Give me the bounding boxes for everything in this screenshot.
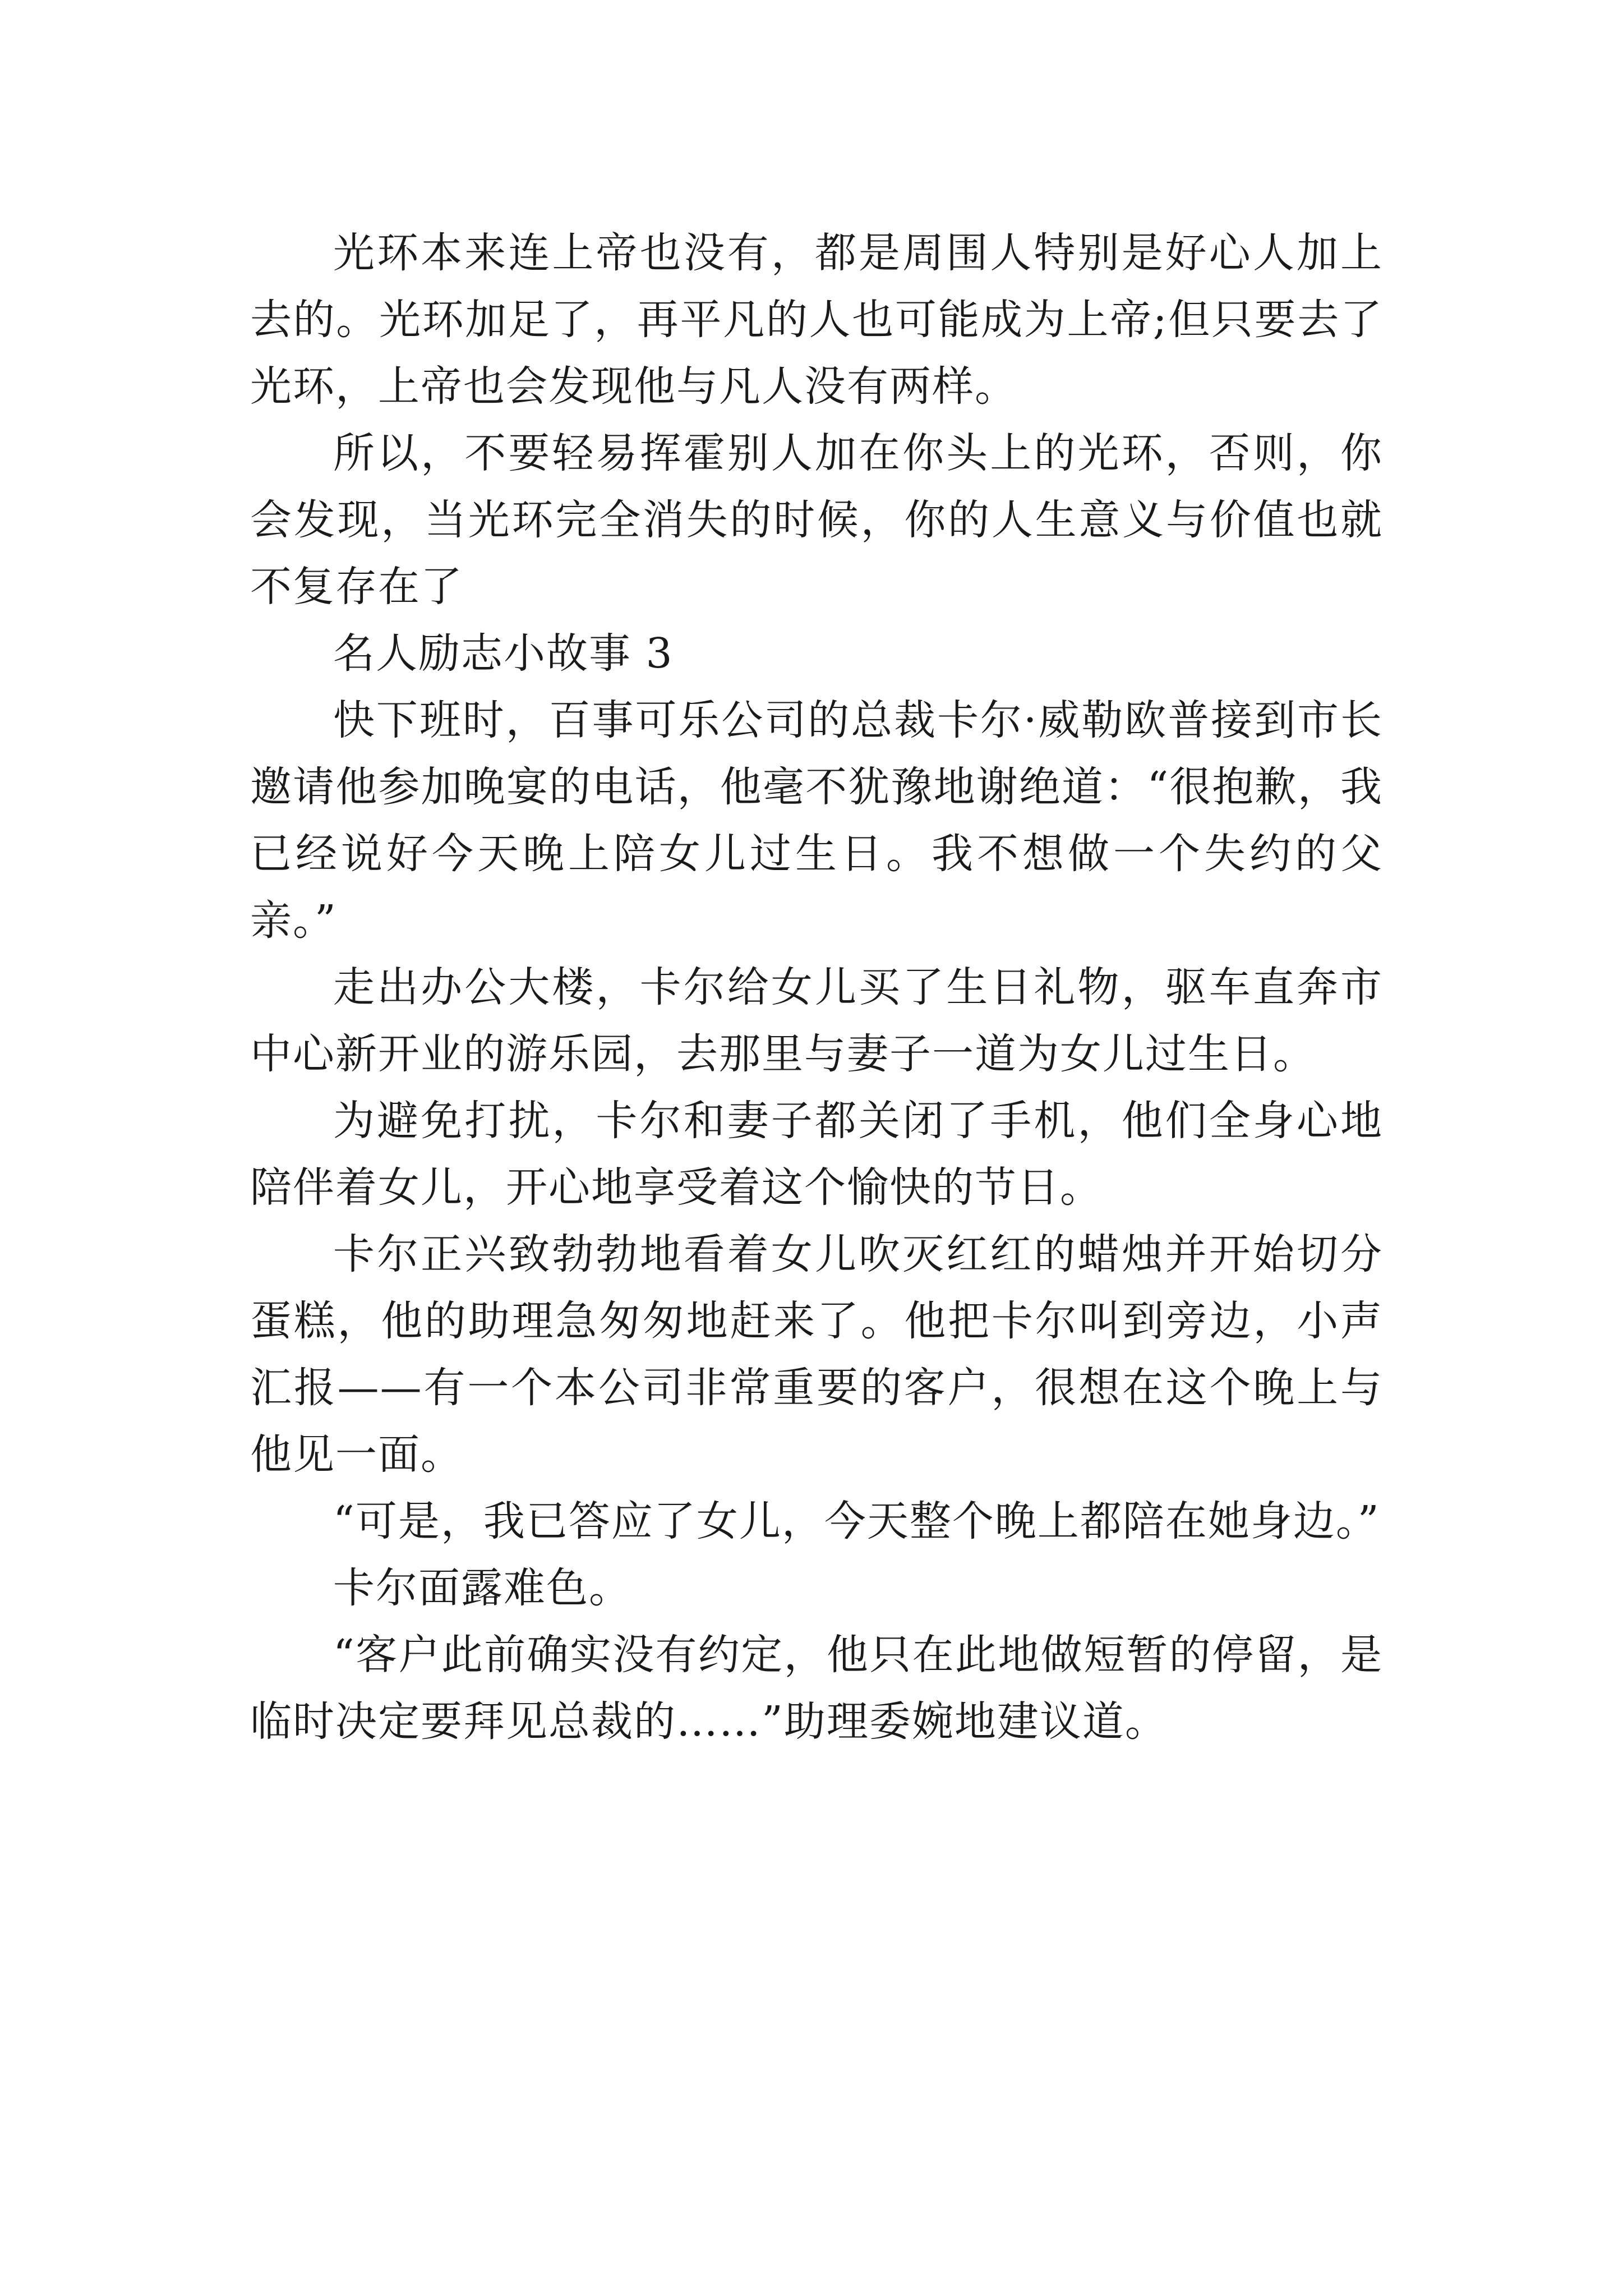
paragraph: “可是，我已答应了女儿，今天整个晚上都陪在她身边。” (333, 1497, 1380, 1545)
paragraph: 光环本来连上帝也没有，都是周围人特别是好心人加上去的。光环加足了，再平凡的人也可能成为上帝;但只要去了光环，上帝也会发现他与凡人没有两样。 (250, 229, 1383, 411)
section-title: 名人励志小故事 3 (333, 629, 674, 678)
paragraph: 卡尔正兴致勃勃地看着女儿吹灭红红的蜡烛并开始切分蛋糕，他的助理急匆匆地赶来了。他把卡尔叫到旁边，小声汇报——有一个本公司非常重要的客户，很想在这个晚上与他见一面。 (250, 1230, 1383, 1479)
paragraph: 走出办公大楼，卡尔给女儿买了生日礼物，驱车直奔市中心新开业的游乐园，去那里与妻子一道为女儿过生日。 (250, 963, 1383, 1078)
paragraph: 快下班时，百事可乐公司的总裁卡尔·威勒欧普接到市长邀请他参加晚宴的电话，他毫不犹豫地谢绝道：“很抱歉，我已经说好今天晚上陪女儿过生日。我不想做一个失约的父亲。” (250, 696, 1383, 945)
document-body (250, 220, 1383, 1755)
paragraph: 所以，不要轻易挥霍别人加在你头上的光环，否则，你会发现，当光环完全消失的时候，你的人生意义与价值也就不复存在了 (250, 429, 1383, 611)
paragraph: 为避免打扰，卡尔和妻子都关闭了手机，他们全身心地陪伴着女儿，开心地享受着这个愉快的节日。 (250, 1097, 1383, 1212)
paragraph: “客户此前确实没有约定，他只在此地做短暂的停留，是临时决定要拜见总裁的……”助理委婉地建议道。 (250, 1631, 1383, 1746)
paragraph: 卡尔面露难色。 (333, 1564, 631, 1612)
